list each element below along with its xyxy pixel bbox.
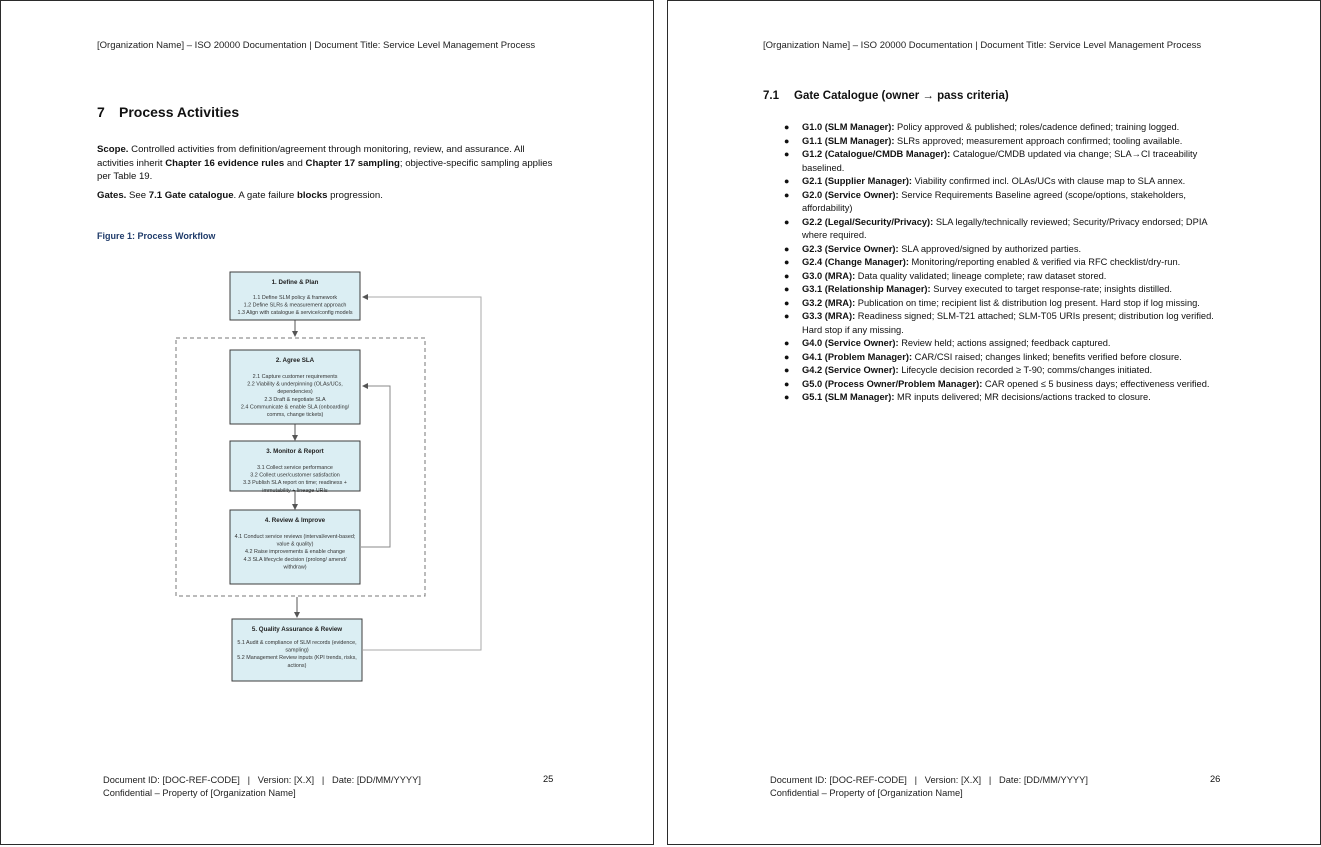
gate-criteria: Publication on time; recipient list & distribution log present. Hard stop if log missing. bbox=[855, 297, 1200, 308]
document-page-25 bbox=[0, 0, 654, 845]
step-title: 5. Quality Assurance & Review bbox=[251, 626, 343, 633]
process-workflow-diagram bbox=[1, 1, 653, 846]
monitor-report-box bbox=[230, 441, 360, 494]
bullet-icon: ● bbox=[784, 243, 790, 254]
gate-item bbox=[763, 216, 1233, 243]
step-activity: 3.1 Collect service performance bbox=[257, 465, 333, 471]
gate-criteria: Viability confirmed incl. OLAs/UCs with clause map to SLA annex. bbox=[912, 176, 1186, 186]
gate-item bbox=[763, 351, 1233, 365]
bullet-icon: ● bbox=[784, 189, 790, 200]
page-header: [Organization Name] – ISO 20000 Documentation | Document Title: Service Level Management Process bbox=[763, 40, 1202, 51]
gate-criteria: Service Requirements Baseline agreed (scope/options, stakeholders, affordability) bbox=[802, 189, 1186, 213]
bullet-icon: ● bbox=[784, 378, 790, 389]
bullet-icon: ● bbox=[784, 284, 790, 294]
bullet-icon: ● bbox=[784, 365, 790, 375]
footer-confidential: Confidential – Property of [Organization Name] bbox=[770, 787, 963, 798]
step-activity: withdraw) bbox=[283, 564, 307, 571]
step-activity: 4.3 SLA lifecycle decision (prolong/ amend/ bbox=[243, 556, 347, 563]
bullet-icon: ● bbox=[784, 392, 790, 402]
step-title: 1. Define & Plan bbox=[271, 279, 319, 286]
step-title: 4. Review & Improve bbox=[264, 517, 326, 524]
feedback-qa-to-define bbox=[363, 297, 481, 650]
page-footer bbox=[770, 774, 1088, 799]
gate-criteria: CAR opened ≤ 5 business days; effectiveness verified. bbox=[982, 378, 1210, 389]
step-activity: 4.1 Conduct service reviews (interval/event-based; bbox=[234, 534, 356, 540]
step-title: 3. Monitor & Report bbox=[266, 448, 324, 455]
gate-criteria: SLA approved/signed by authorized parties. bbox=[898, 243, 1082, 254]
gate-owner: G3.3 (MRA): bbox=[802, 311, 856, 321]
step-title: 2. Agree SLA bbox=[275, 357, 315, 364]
scope-text: Controlled activities from definition/agreement through monitoring, review, and assurance. All activities inherit bbox=[97, 144, 525, 169]
gate-owner: G2.0 (Service Owner): bbox=[802, 189, 899, 200]
define-plan-box bbox=[230, 272, 360, 320]
gate-owner: G3.0 (MRA): bbox=[802, 270, 856, 281]
step-activity: 2.2 Viability & underpinning (OLAs/UCs, bbox=[247, 381, 343, 388]
gate-criteria: SLA legally/technically reviewed; Security/Privacy endorsed; DPIA where required. bbox=[802, 216, 1208, 240]
step-activity: sampling) bbox=[285, 647, 309, 654]
gate-item bbox=[763, 270, 1233, 284]
figure-caption: Figure 1: Process Workflow bbox=[97, 231, 216, 241]
page-gap bbox=[654, 0, 667, 847]
gate-criteria: Monitoring/reporting enabled & verified via RFC checklist/dry-run. bbox=[908, 257, 1181, 267]
gate-item bbox=[763, 283, 1233, 297]
footer-doc-line: Document ID: [DOC-REF-CODE] | Version: [X.X] | Date: [DD/MM/YYYY] bbox=[103, 775, 421, 785]
gate-owner: G1.0 (SLM Manager): bbox=[802, 122, 895, 132]
gate-owner: G3.1 (Relationship Manager): bbox=[802, 284, 931, 294]
gate-owner: G3.2 (MRA): bbox=[802, 297, 856, 308]
gate-owner: G2.1 (Supplier Manager): bbox=[802, 176, 913, 186]
gate-item bbox=[763, 391, 1233, 405]
gate-criteria: Catalogue/CMDB updated via change; SLA→CI traceability baselined. bbox=[802, 149, 1198, 173]
gates-text: . A gate failure bbox=[233, 190, 298, 201]
gates-blocks: blocks bbox=[297, 190, 328, 201]
step-activity: 1.2 Define SLRs & measurement approach bbox=[243, 302, 347, 309]
gate-item bbox=[763, 121, 1233, 135]
step-activity: actions) bbox=[287, 662, 307, 669]
gate-criteria: Readiness signed; SLM-T21 attached; SLM-T05 URIs present; distribution log verified. Hard stop if any missing. bbox=[802, 311, 1214, 335]
section-number: 7 bbox=[97, 104, 105, 120]
scope-label: Scope. bbox=[97, 144, 129, 155]
document-page-26 bbox=[667, 0, 1321, 845]
bullet-icon: ● bbox=[784, 270, 790, 281]
step-activity: comms, change tickets) bbox=[266, 412, 324, 418]
bullet-icon: ● bbox=[784, 257, 790, 267]
bullet-icon: ● bbox=[784, 351, 790, 362]
gate-catalogue-list bbox=[763, 121, 1233, 405]
gate-item bbox=[763, 148, 1233, 175]
subsection-heading bbox=[763, 90, 1009, 102]
step-activity: 1.1 Define SLM policy & framework bbox=[252, 295, 338, 301]
quality-assurance-box bbox=[232, 619, 362, 681]
gate-criteria: CAR/CSI raised; changes linked; benefits verified before closure. bbox=[912, 351, 1182, 362]
bullet-icon: ● bbox=[784, 297, 790, 308]
gate-owner: G2.2 (Legal/Security/Privacy): bbox=[802, 216, 934, 227]
footer-confidential: Confidential – Property of [Organization Name] bbox=[103, 787, 296, 798]
gate-item bbox=[763, 378, 1233, 392]
gate-item bbox=[763, 297, 1233, 311]
gate-owner: G4.2 (Service Owner): bbox=[802, 365, 899, 375]
gate-owner: G5.1 (SLM Manager): bbox=[802, 392, 895, 402]
gate-item bbox=[763, 243, 1233, 257]
step-activity: 3.2 Collect user/customer satisfaction bbox=[250, 472, 340, 479]
gate-criteria: SLRs approved; measurement approach confirmed; tooling available. bbox=[894, 135, 1183, 146]
footer-doc-line: Document ID: [DOC-REF-CODE] | Version: [X.X] | Date: [DD/MM/YYYY] bbox=[770, 775, 1088, 785]
gate-criteria: Survey executed to target response-rate; insights distilled. bbox=[930, 284, 1172, 294]
step-activity: 5.1 Audit & compliance of SLM records (evidence, bbox=[237, 640, 357, 646]
page-footer bbox=[103, 774, 421, 799]
gate-owner: G2.4 (Change Manager): bbox=[802, 257, 909, 267]
page-number: 25 bbox=[543, 774, 554, 784]
gate-owner: G4.0 (Service Owner): bbox=[802, 338, 899, 348]
bullet-icon: ● bbox=[784, 176, 790, 186]
page-header: [Organization Name] – ISO 20000 Documentation | Document Title: Service Level Management Process bbox=[97, 40, 536, 51]
gate-owner: G1.2 (Catalogue/CMDB Manager): bbox=[802, 149, 951, 159]
gate-item bbox=[763, 175, 1233, 189]
chapter-16-ref: Chapter 16 evidence rules bbox=[165, 157, 285, 169]
gates-see: See bbox=[126, 190, 149, 201]
gate-criteria: Review held; actions assigned; feedback captured. bbox=[898, 338, 1111, 348]
review-improve-box bbox=[230, 510, 360, 584]
gate-item bbox=[763, 337, 1233, 351]
step-activity: 2.4 Communicate & enable SLA (onboarding/ bbox=[240, 404, 350, 411]
gates-label: Gates. bbox=[97, 190, 127, 201]
scope-and: and bbox=[284, 157, 306, 169]
page-number: 26 bbox=[1210, 774, 1221, 784]
subsection-title: Gate Catalogue (owner → pass criteria) bbox=[794, 90, 1009, 102]
gate-item bbox=[763, 135, 1233, 149]
gate-criteria: Policy approved & published; roles/cadence defined; training logged. bbox=[894, 122, 1180, 132]
chapter-17-ref: Chapter 17 sampling bbox=[305, 157, 400, 169]
gate-owner: G1.1 (SLM Manager): bbox=[802, 135, 895, 146]
step-activity: immutability + lineage URIs bbox=[262, 487, 328, 494]
step-activity: value & quality) bbox=[276, 541, 314, 548]
step-activity: 4.2 Raise improvements & enable change bbox=[244, 549, 346, 556]
bullet-icon: ● bbox=[784, 311, 790, 321]
subsection-number: 7.1 bbox=[763, 90, 779, 102]
section-title: Process Activities bbox=[119, 104, 240, 120]
feedback-review-to-agree bbox=[361, 386, 390, 547]
step-activity: 1.3 Align with catalogue & service/config models bbox=[237, 310, 353, 317]
step-activity: 3.3 Publish SLA report on time; readiness + bbox=[243, 480, 347, 487]
agree-sla-box bbox=[230, 350, 360, 424]
bullet-icon: ● bbox=[784, 122, 790, 132]
gates-end: progression. bbox=[327, 190, 383, 201]
bullet-icon: ● bbox=[784, 216, 790, 227]
gate-criteria: MR inputs delivered; MR decisions/actions tracked to closure. bbox=[894, 392, 1151, 402]
gate-owner: G5.0 (Process Owner/Problem Manager): bbox=[802, 378, 983, 389]
gate-item bbox=[763, 189, 1233, 216]
gate-owner: G2.3 (Service Owner): bbox=[802, 243, 899, 254]
step-activity: 2.1 Capture customer requirements bbox=[252, 374, 338, 380]
gate-criteria: Data quality validated; lineage complete; raw dataset stored. bbox=[855, 270, 1107, 281]
step-activity: dependencies) bbox=[277, 389, 313, 396]
gate-owner: G4.1 (Problem Manager): bbox=[802, 351, 913, 362]
bullet-icon: ● bbox=[784, 338, 790, 348]
gate-criteria: Lifecycle decision recorded ≥ T-90; comms/changes initiated. bbox=[898, 365, 1153, 375]
gate-item bbox=[763, 364, 1233, 378]
bullet-icon: ● bbox=[784, 149, 790, 159]
bullet-icon: ● bbox=[784, 135, 790, 146]
step-activity: 5.2 Management Review inputs (KPI trends, risks, bbox=[237, 655, 357, 662]
step-activity: 2.3 Draft & negotiate SLA bbox=[264, 396, 326, 403]
gate-item bbox=[763, 256, 1233, 270]
gate-catalogue-ref: 7.1 Gate catalogue bbox=[148, 190, 234, 201]
scope-text-end: ; objective-specific sampling applies per Table 19. bbox=[97, 157, 553, 183]
gate-item bbox=[763, 310, 1233, 337]
